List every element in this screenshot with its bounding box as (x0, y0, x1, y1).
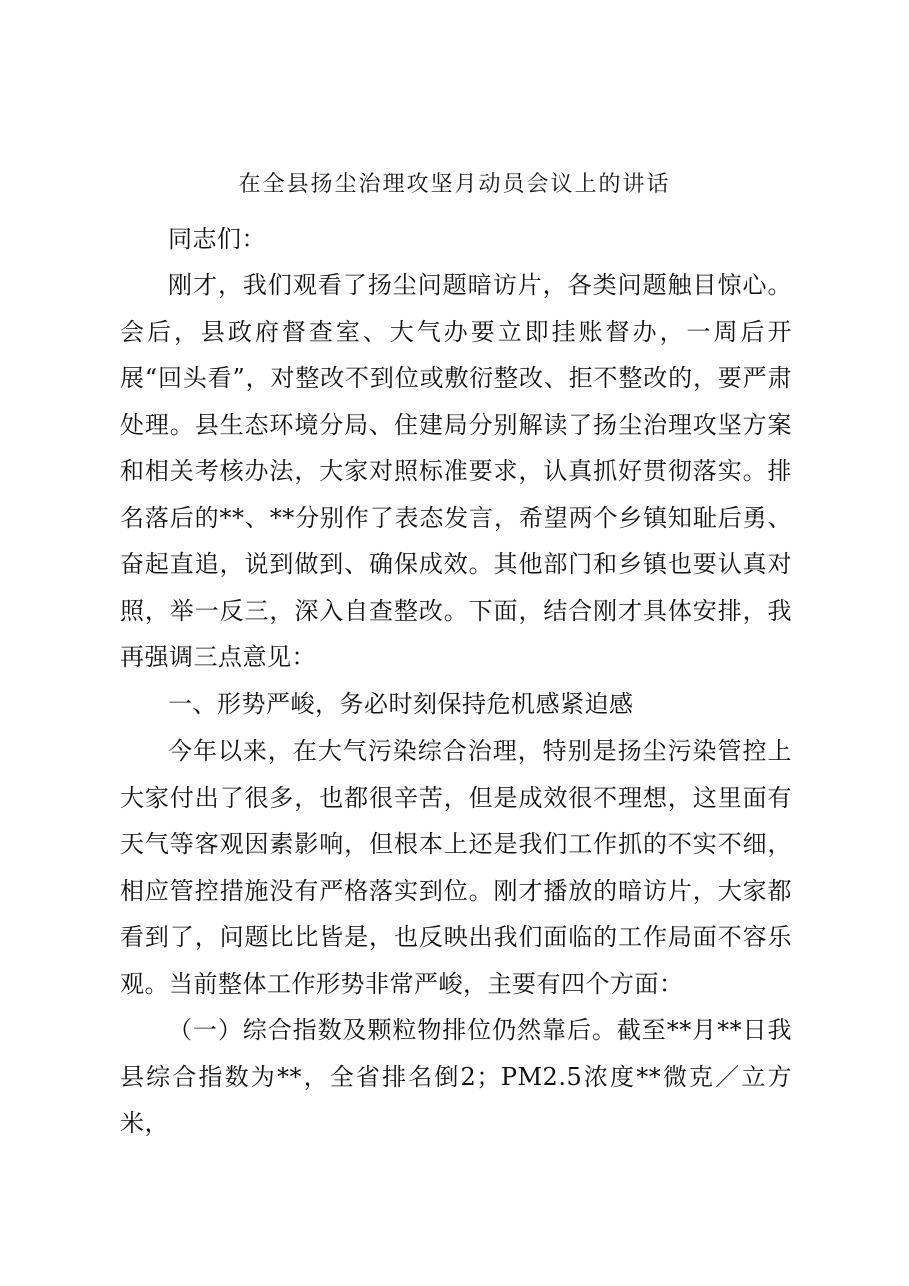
paragraph-situation: 今年以来，在大气污染综合治理，特别是扬尘污染管控上大家付出了很多，也都很辛苦，但是成效很不理想，这里面有天气等客观因素影响，但根本上还是我们工作抓的不实不细，相应管控措施没有严格落实到位。刚才播放的暗访片，大家都看到了，问题比比皆是，也反映出我们面临的工作局面不容乐观。当前整体工作形势非常严峻，主要有四个方面： (120, 737, 792, 998)
paragraph-subpoint-1: （一）综合指数及颗粒物排位仍然靠后。截至**月**日我县综合指数为**，全省排名倒2；PM2.5浓度**微克／立方米， (120, 1016, 792, 1137)
paragraph-salutation: 同志们： (168, 225, 266, 253)
section-heading-1: 一、形势严峻，务必时刻保持危机感紧迫感 (168, 690, 634, 718)
paragraph-opening: 刚才，我们观看了扬尘问题暗访片，各类问题触目惊心。会后，县政府督查室、大气办要立即挂账督办，一周后开展“回头看”，对整改不到位或敷衍整改、拒不整改的，要严肃处理。县生态环境分局、住建局分别解读了扬尘治理攻坚方案和相关考核办法，大家对照标准要求，认真抓好贯彻落实。排名落后的**、**分别作了表态发言，希望两个乡镇知耻后勇、奋起直追，说到做到、确保成效。其他部门和乡镇也要认真对照，举一反三，深入自查整改。下面，结合刚才具体安排，我再强调三点意见： (120, 271, 792, 671)
document-title: 在全县扬尘治理攻坚月动员会议上的讲话 (238, 172, 671, 197)
